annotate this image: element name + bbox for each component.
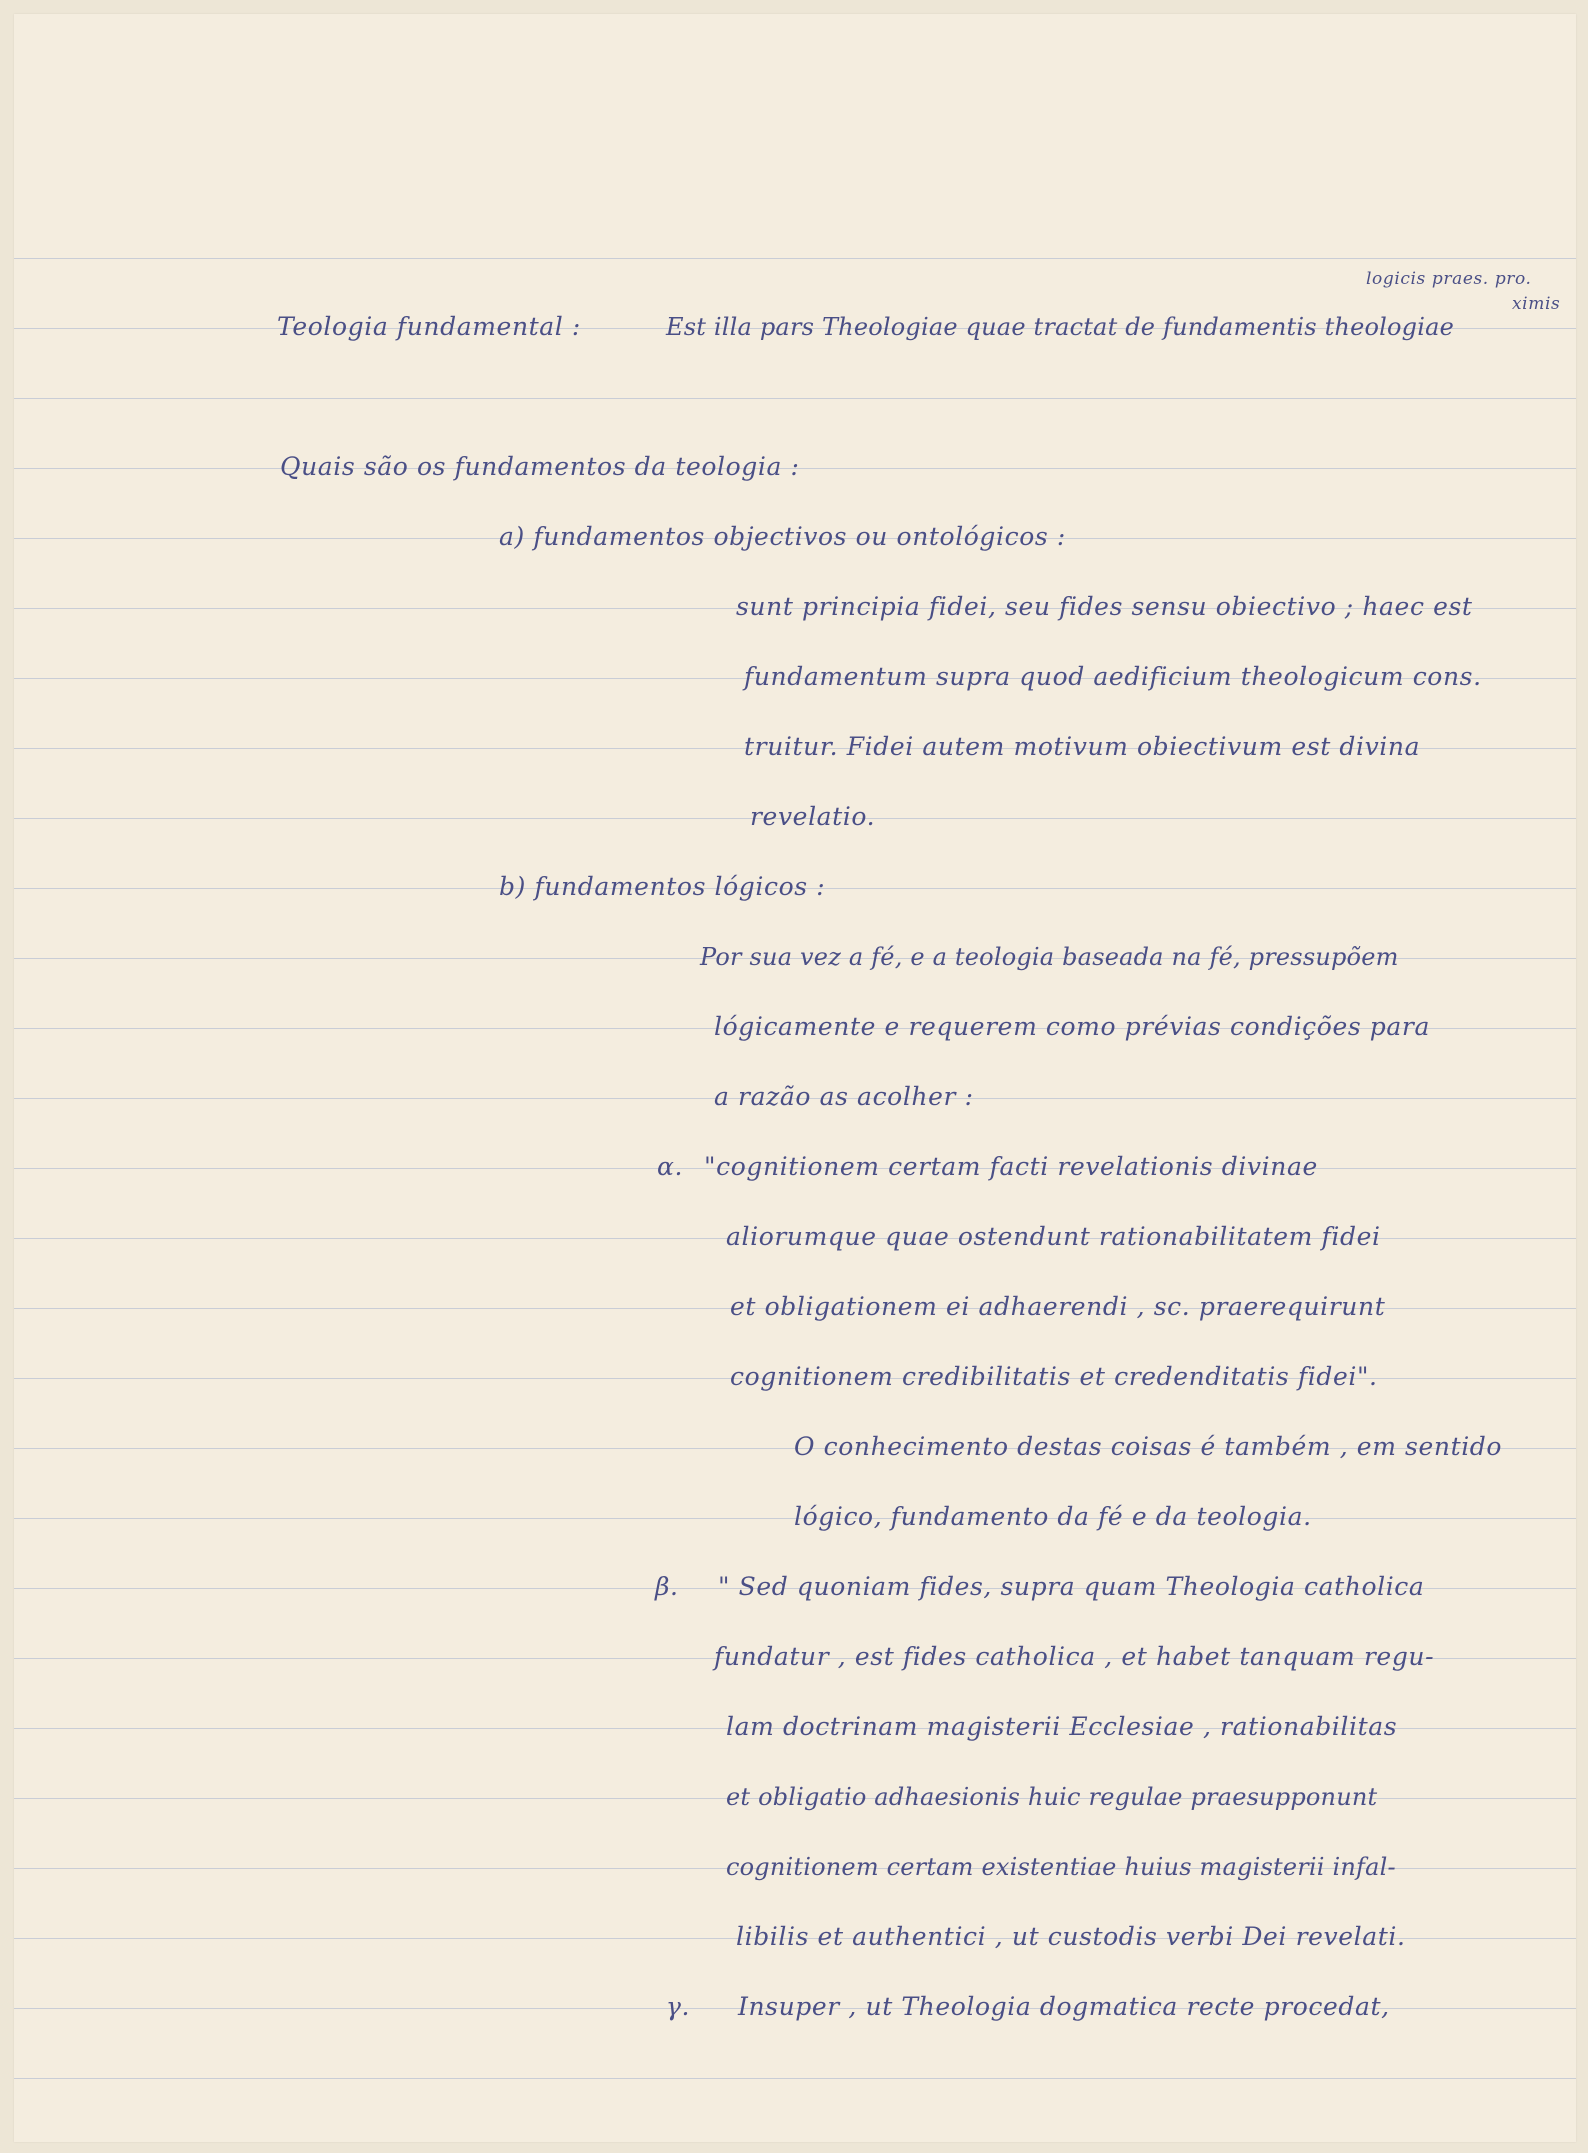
title-insertion-line1: logicis praes. pro. <box>1366 269 1532 289</box>
beta-line: et obligatio adhaesionis huic regulae praesupponunt <box>726 1783 1378 1811</box>
section-a-line: fundamentum supra quod aedificium theologicum cons. <box>744 662 1482 691</box>
title-label: Teologia fundamental : <box>277 312 581 341</box>
section-a-line: sunt principia fidei, seu fides sensu obiectivo ; haec est <box>736 592 1473 621</box>
title-definition: Est illa pars Theologiae quae tractat de fundamentis theologiae <box>666 313 1455 341</box>
beta-marker: β. <box>655 1572 679 1601</box>
alpha-note-line: O conhecimento destas coisas é também , em sentido <box>794 1432 1503 1461</box>
beta-line: fundatur , est fides catholica , et habet tanquam regu- <box>714 1642 1435 1671</box>
section-a-heading: a) fundamentos objectivos ou ontológicos : <box>499 522 1066 551</box>
section-b-heading: b) fundamentos lógicos : <box>499 872 826 901</box>
ruled-line <box>14 2078 1576 2079</box>
section-a-line: revelatio. <box>750 802 876 831</box>
ruled-line <box>14 258 1576 259</box>
ruled-line <box>14 398 1576 399</box>
section-b-line: Por sua vez a fé, e a teologia baseada na fé, pressupõem <box>700 943 1399 971</box>
section-b-line: a razão as acolher : <box>714 1082 974 1111</box>
gamma-marker: γ. <box>666 1992 691 2021</box>
alpha-line: et obligationem ei adhaerendi , sc. praerequirunt <box>730 1292 1386 1321</box>
alpha-note-line: lógico, fundamento da fé e da teologia. <box>794 1502 1312 1531</box>
alpha-marker: α. <box>657 1152 684 1181</box>
manuscript-sheet <box>14 14 1576 2142</box>
beta-line: lam doctrinam magisterii Ecclesiae , rationabilitas <box>726 1712 1398 1741</box>
beta-line: libilis et authentici , ut custodis verbi Dei revelati. <box>736 1922 1406 1951</box>
section-b-line: lógicamente e requerem como prévias condições para <box>714 1012 1430 1041</box>
gamma-line: Insuper , ut Theologia dogmatica recte procedat, <box>738 1992 1390 2021</box>
section-a-line: truitur. Fidei autem motivum obiectivum est divina <box>744 732 1421 761</box>
beta-line: " Sed quoniam fides, supra quam Theologia catholica <box>718 1572 1425 1601</box>
alpha-line: aliorumque quae ostendunt rationabilitatem fidei <box>726 1222 1381 1251</box>
question-heading: Quais são os fundamentos da teologia : <box>280 452 800 481</box>
beta-line: cognitionem certam existentiae huius magisterii infal- <box>726 1853 1396 1881</box>
alpha-line: "cognitionem certam facti revelationis divinae <box>704 1152 1318 1181</box>
alpha-line: cognitionem credibilitatis et credenditatis fidei". <box>730 1362 1378 1391</box>
title-insertion-line2: ximis <box>1512 294 1561 314</box>
